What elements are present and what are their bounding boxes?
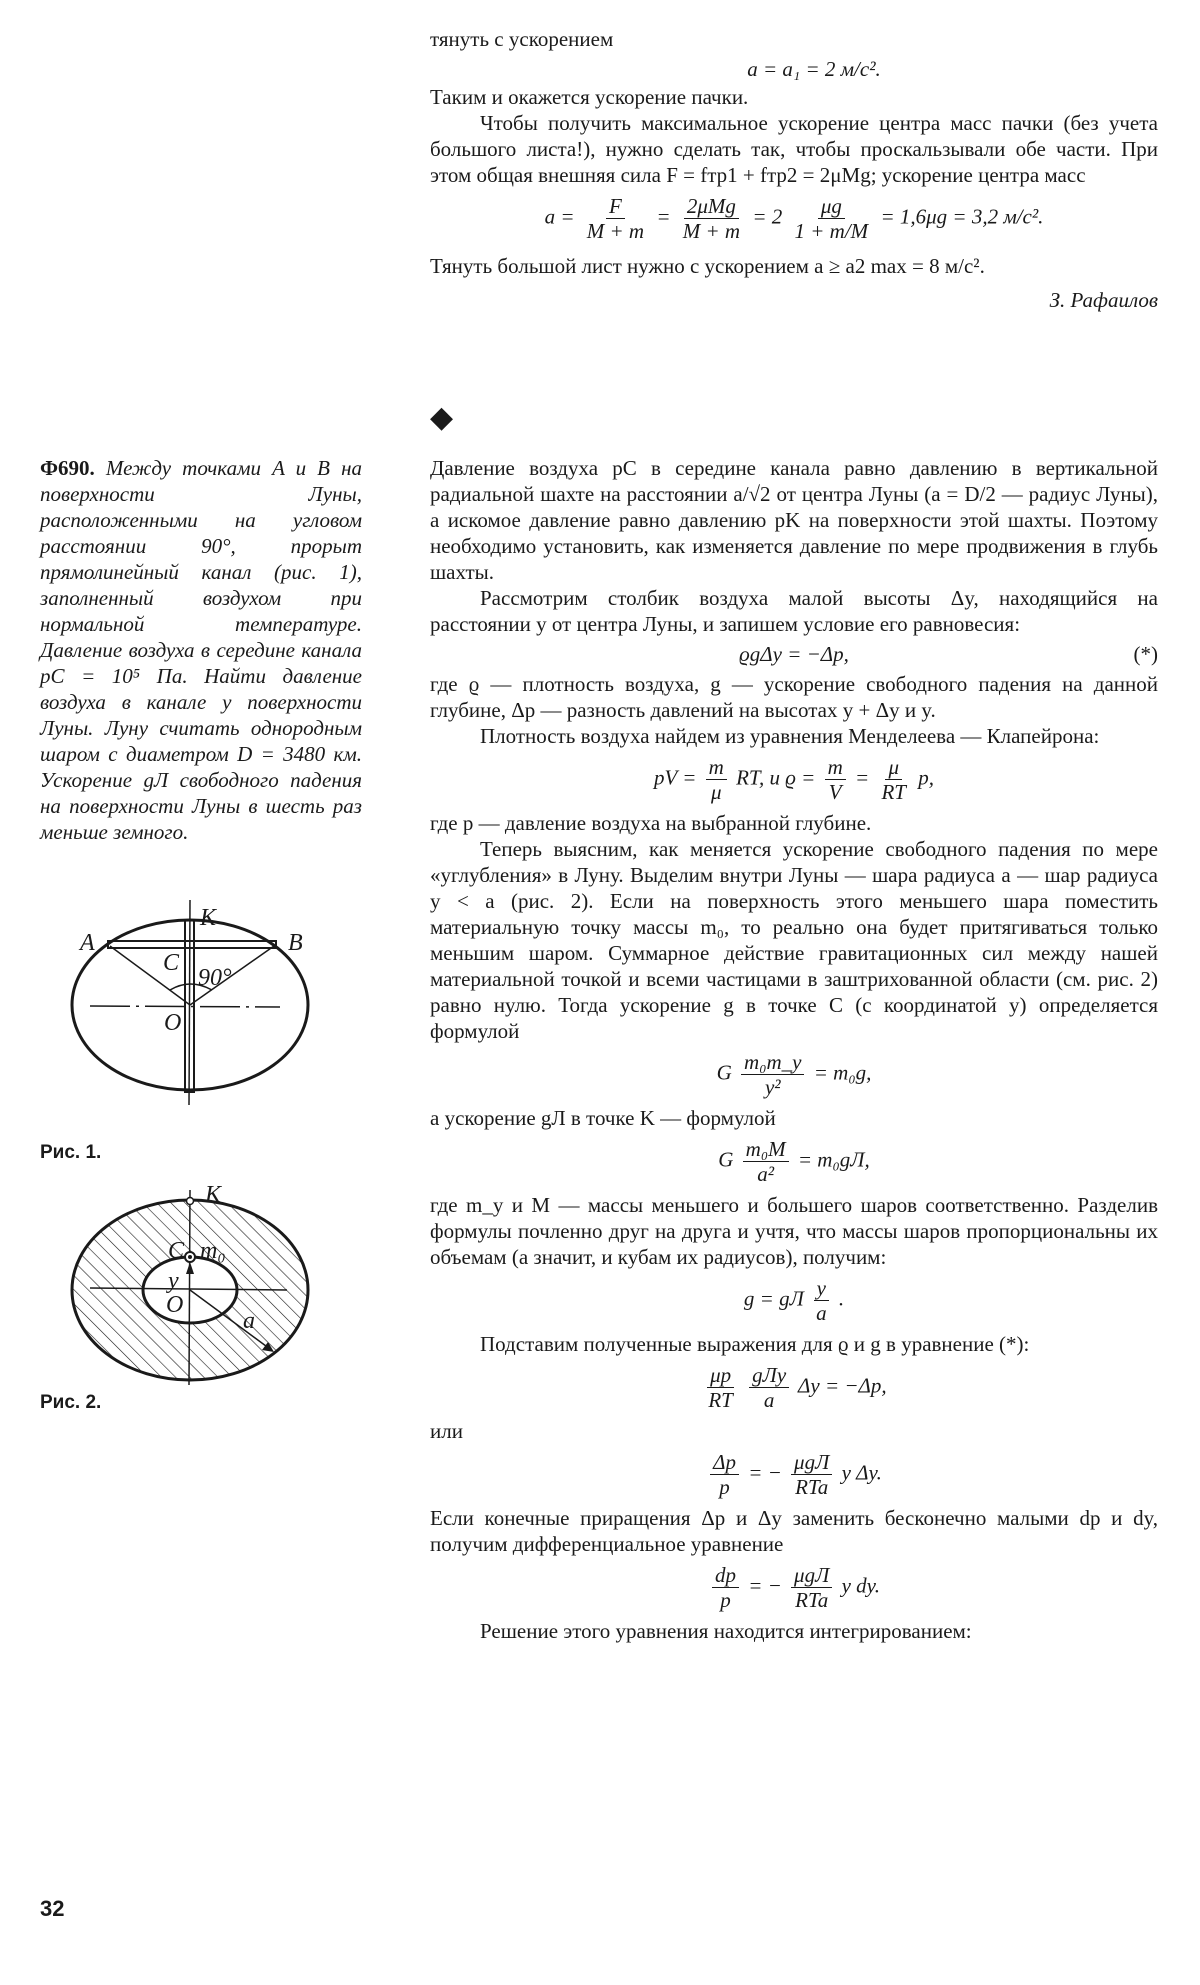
numerator: Δp bbox=[710, 1450, 739, 1475]
numerator: μg bbox=[818, 194, 845, 219]
fraction bbox=[584, 194, 647, 243]
numerator: μ bbox=[885, 755, 902, 780]
denominator: RTa bbox=[795, 1475, 829, 1499]
paragraph: Давление воздуха pC в середине канала равно давлению в вертикальной радиальной шахте на расстоянии a/√2 от центра Луны (a = D/2 — радиус Луны), а искомое давление равно давлению pK на поверхности этой шахты. Поэтому необходимо установить, как изменяется давление по мере продвижения в глубь шахты. bbox=[430, 456, 1158, 584]
label-C: C bbox=[163, 950, 180, 976]
numerator: m₀m_y bbox=[741, 1050, 804, 1075]
formula-part: = 1,6μg = 3,2 м/с². bbox=[880, 204, 1044, 229]
fraction bbox=[741, 1050, 804, 1099]
formula-part: = bbox=[855, 765, 870, 790]
solution bbox=[430, 455, 1158, 1644]
label-angle: 90° bbox=[198, 965, 232, 991]
paragraph: где p — давление воздуха на выбранной глубине. bbox=[430, 811, 872, 835]
formula-part: G bbox=[718, 1147, 734, 1172]
denominator: p bbox=[719, 1475, 730, 1499]
fraction bbox=[743, 1137, 789, 1186]
paragraph: Плотность воздуха найдем из уравнения Менделеева — Клапейрона: bbox=[480, 724, 1100, 748]
label-y: y bbox=[168, 1268, 179, 1294]
denominator: V bbox=[828, 780, 842, 804]
label-K: K bbox=[205, 1185, 222, 1208]
formula-gravity-k bbox=[430, 1137, 1158, 1186]
author: З. Рафаилов bbox=[1049, 288, 1158, 312]
paragraph: Теперь выясним, как меняется ускорение свободного падения по мере «углубления» в Луну. Выделим внутри Луны — шара радиуса a — шар радиуса y < a (рис. 2). Если на поверхность этого меньшего шара поместить материальную точку массы m₀, то реально она будет притягиваться только меньшим шаром. Суммарное действие гравитационных сил между нашей материальной точкой и всеми частицами в заштрихованной области (см. рис. 2) равно нулю. Тогда ускорение g в точке C (с координатой y) определяется формулой bbox=[430, 837, 1158, 1043]
problem-text: Между точками A и B на поверхности Луны, расположенными на угловом расстоянии 90°, прорыт прямолинейный канал (рис. 1), заполненный воздухом при нормальной температуре. Давление воздуха в середине канала pC = 10⁵ Па. Найти давление воздуха в канале у поверхности Луны. Луну считать однородным шаром с диаметром D = 3480 км. Ускорение gЛ свободного падения на поверхности Луны в шесть раз меньше земного. bbox=[40, 456, 362, 844]
label-a: a bbox=[243, 1308, 255, 1334]
formula-part: y Δy. bbox=[841, 1460, 882, 1485]
paragraph: Рассмотрим столбик воздуха малой высоты Δy, находящийся на расстоянии y от центра Луны, и запишем условие его равновесия: bbox=[430, 586, 1158, 636]
fraction bbox=[749, 1363, 789, 1412]
text-line: или bbox=[430, 1419, 463, 1443]
formula-part: p, bbox=[918, 765, 934, 790]
text-line: Тянуть большой лист нужно с ускорением a ≥ a2 max = 8 м/с². bbox=[430, 254, 985, 278]
figure-1-caption: Рис. 1. bbox=[40, 1142, 102, 1163]
label-A: A bbox=[80, 930, 95, 956]
formula-part: = − bbox=[748, 1573, 782, 1598]
label-K: K bbox=[200, 905, 217, 931]
formula: a = a₁ = 2 м/с². bbox=[747, 57, 881, 81]
figure-1-diagram bbox=[40, 895, 340, 1110]
equation-star bbox=[430, 641, 1158, 667]
paragraph: Подставим полученные выражения для ϱ и g в уравнение (*): bbox=[480, 1332, 1030, 1356]
paragraph: где m_y и M — массы меньшего и большего шаров соответственно. Разделив формулы почленно друг на друга и учтя, что массы шаров пропорциональны их объемам (а значит, и кубам их радиусов), получим: bbox=[430, 1193, 1158, 1269]
formula-gravity-c bbox=[430, 1050, 1158, 1099]
equation-tag: (*) bbox=[1133, 642, 1158, 666]
formula-differential bbox=[430, 1563, 1158, 1612]
fraction bbox=[791, 1450, 832, 1499]
formula-part: pV = bbox=[654, 765, 697, 790]
page-number: 32 bbox=[40, 1896, 65, 1921]
denominator: p bbox=[720, 1588, 731, 1612]
fraction bbox=[792, 194, 872, 243]
fraction bbox=[825, 755, 846, 804]
formula-part: = 2 bbox=[752, 204, 783, 229]
denominator: y² bbox=[764, 1075, 781, 1099]
fraction bbox=[706, 755, 727, 804]
denominator: 1 + m/M bbox=[794, 219, 869, 243]
problem-statement bbox=[40, 455, 362, 845]
formula-acceleration bbox=[430, 194, 1158, 243]
denominator: M + m bbox=[586, 219, 645, 243]
numerator: μgЛ bbox=[791, 1450, 832, 1475]
paragraph: а ускорение gЛ в точке K — формулой bbox=[430, 1106, 776, 1130]
numerator: m bbox=[825, 755, 846, 780]
numerator: μgЛ bbox=[791, 1563, 832, 1588]
fraction bbox=[712, 1563, 739, 1612]
formula-substituted bbox=[430, 1363, 1158, 1412]
paragraph: где ϱ — плотность воздуха, g — ускорение свободного падения на данной глубине, Δp — разность давлений на высотах y + Δy и y. bbox=[430, 672, 1158, 722]
denominator: M + m bbox=[682, 219, 741, 243]
fraction bbox=[680, 194, 743, 243]
formula: ϱgΔy = −Δp, bbox=[739, 642, 849, 666]
numerator: 2μMg bbox=[684, 194, 739, 219]
fraction bbox=[878, 755, 909, 804]
text-line: тянуть с ускорением bbox=[430, 27, 614, 51]
fraction bbox=[813, 1276, 830, 1325]
formula-part: y dy. bbox=[841, 1573, 881, 1598]
previous-solution bbox=[430, 26, 1158, 313]
formula-part: = m₀g, bbox=[813, 1060, 872, 1085]
numerator: m₀M bbox=[743, 1137, 789, 1162]
numerator: gЛy bbox=[749, 1363, 789, 1388]
fraction bbox=[710, 1450, 739, 1499]
formula-part: G bbox=[716, 1060, 732, 1085]
label-B: B bbox=[288, 930, 303, 956]
formula-part: Δy = −Δp, bbox=[798, 1373, 887, 1398]
denominator: μ bbox=[710, 780, 722, 804]
fraction bbox=[705, 1363, 736, 1412]
figure-2-caption: Рис. 2. bbox=[40, 1392, 102, 1413]
diamond-separator: ◆ bbox=[430, 401, 454, 434]
formula-part: g = gЛ bbox=[743, 1286, 804, 1311]
formula-part: = m₀gЛ, bbox=[797, 1147, 870, 1172]
numerator: dp bbox=[712, 1563, 739, 1588]
paragraph: Решение этого уравнения находится интегрированием: bbox=[480, 1619, 972, 1643]
denominator: a² bbox=[757, 1162, 775, 1186]
numerator: y bbox=[814, 1276, 829, 1301]
paragraph: Чтобы получить максимальное ускорение центра масс пачки (без учета большого листа!), нужно сделать так, чтобы проскальзывали обе части. При этом общая внешняя сила F = fтр1 + fтр2 = 2μMg; ускорение центра масс bbox=[430, 111, 1158, 187]
text-line: Таким и окажется ускорение пачки. bbox=[430, 85, 749, 109]
figure-2-diagram bbox=[40, 1185, 340, 1385]
denominator: RT bbox=[708, 1388, 733, 1412]
denominator: a bbox=[763, 1388, 775, 1412]
fraction bbox=[791, 1563, 832, 1612]
formula-part: a = bbox=[544, 204, 575, 229]
label-O: O bbox=[164, 1010, 182, 1036]
formula-part: . bbox=[838, 1286, 845, 1311]
numerator: F bbox=[606, 194, 625, 219]
formula-part: = − bbox=[748, 1460, 782, 1485]
formula-part: = bbox=[656, 204, 671, 229]
denominator: RT bbox=[881, 780, 906, 804]
formula-g bbox=[430, 1276, 1158, 1325]
label-O: O bbox=[166, 1292, 184, 1318]
label-m0: m₀ bbox=[200, 1238, 226, 1264]
formula-mendeleev bbox=[430, 755, 1158, 804]
numerator: μp bbox=[707, 1363, 734, 1388]
label-C: C bbox=[168, 1238, 185, 1264]
paragraph: Если конечные приращения Δp и Δy заменить бесконечно малыми dp и dy, получим дифференциальное уравнение bbox=[430, 1506, 1158, 1556]
denominator: a bbox=[816, 1301, 827, 1325]
formula-delta bbox=[430, 1450, 1158, 1499]
formula-part: RT, и ϱ = bbox=[736, 765, 816, 790]
numerator: m bbox=[706, 755, 727, 780]
denominator: RTa bbox=[795, 1588, 829, 1612]
problem-id: Ф690. bbox=[40, 456, 95, 480]
